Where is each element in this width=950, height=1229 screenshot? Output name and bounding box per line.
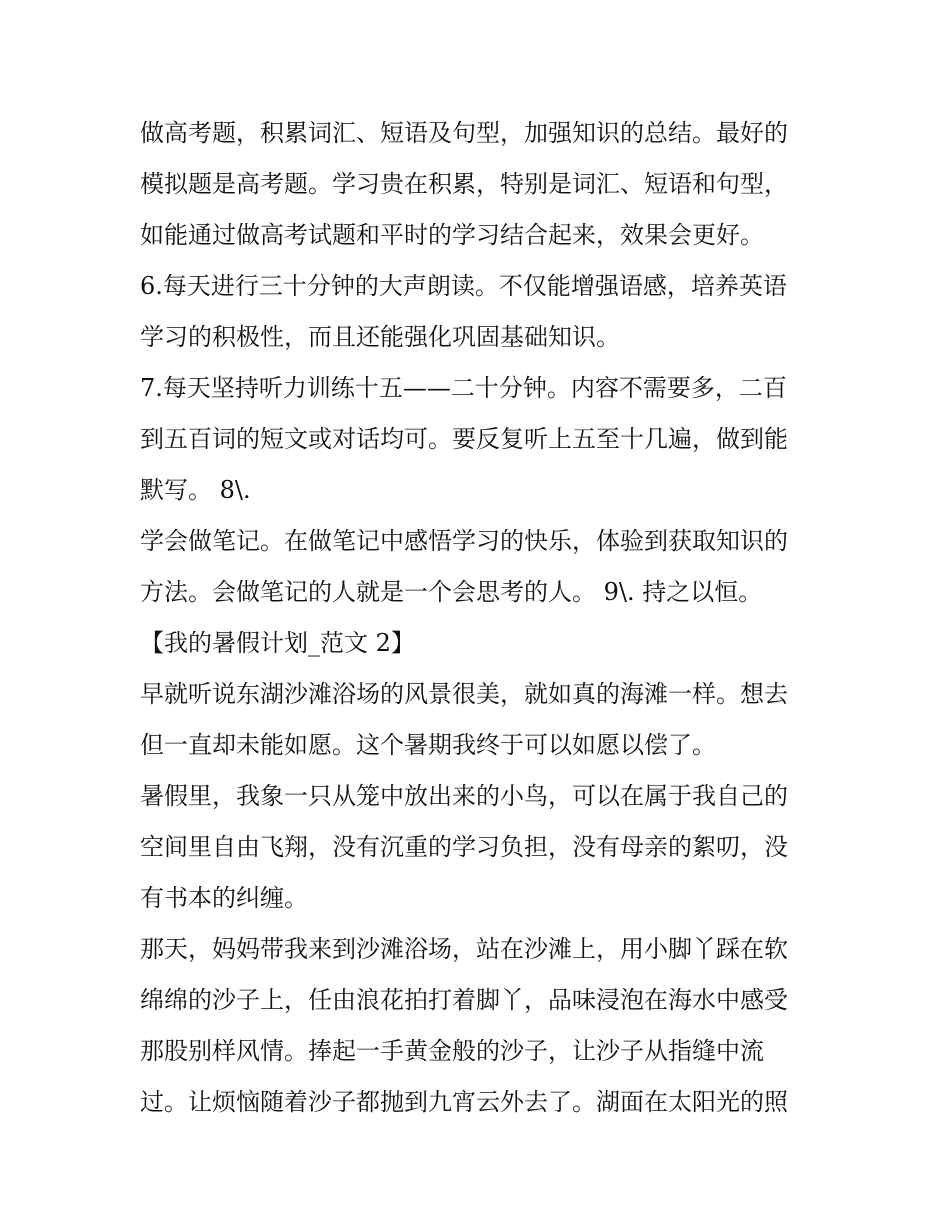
list-item-7: 7.每天坚持听力训练十五——二十分钟。内容不需要多，二百 [140,374,787,402]
document-body [140,108,820,1128]
text-line: 暑假里，我象一只从笼中放出来的小鸟，可以在属于我自己的 [140,782,788,810]
text-line: 方法。会做笔记的人就是一个会思考的人。 9\. 持之以恒。 [140,578,763,606]
text-line: 学习的积极性，而且还能强化巩固基础知识。 [140,323,620,351]
text-line: 但一直却未能如愿。这个暑期我终于可以如愿以偿了。 [140,731,716,759]
text-line: 到五百词的短文或对话均可。要反复听上五至十几遍，做到能 [140,425,788,453]
text-line: 学会做笔记。在做笔记中感悟学习的快乐，体验到获取知识的 [140,527,788,555]
section-heading: 【我的暑假计划_范文 2】 [140,629,415,657]
text-line: 空间里自由飞翔，没有沉重的学习负担，没有母亲的絮叨，没 [140,833,788,861]
text-line: 绵绵的沙子上，任由浪花拍打着脚丫，品味浸泡在海水中感受 [140,986,788,1014]
text-line: 那天，妈妈带我来到沙滩浴场，站在沙滩上，用小脚丫踩在软 [140,935,788,963]
text-line: 那股别样风情。捧起一手黄金般的沙子，让沙子从指缝中流 [140,1037,764,1065]
text-line: 做高考题，积累词汇、短语及句型，加强知识的总结。最好的 [140,119,788,147]
text-line: 过。让烦恼随着沙子都抛到九宵云外去了。湖面在太阳光的照 [140,1088,788,1116]
text-line: 如能通过做高考试题和平时的学习结合起来，效果会更好。 [140,221,764,249]
text-line: 默写。 8\. [140,476,251,504]
text-line: 有书本的纠缠。 [140,884,308,912]
list-item-6: 6.每天进行三十分钟的大声朗读。不仅能增强语感，培养英语 [140,272,787,300]
text-line: 早就听说东湖沙滩浴场的风景很美，就如真的海滩一样。想去 [140,680,788,708]
text-line: 模拟题是高考题。学习贵在积累，特别是词汇、短语和句型， [140,170,788,198]
